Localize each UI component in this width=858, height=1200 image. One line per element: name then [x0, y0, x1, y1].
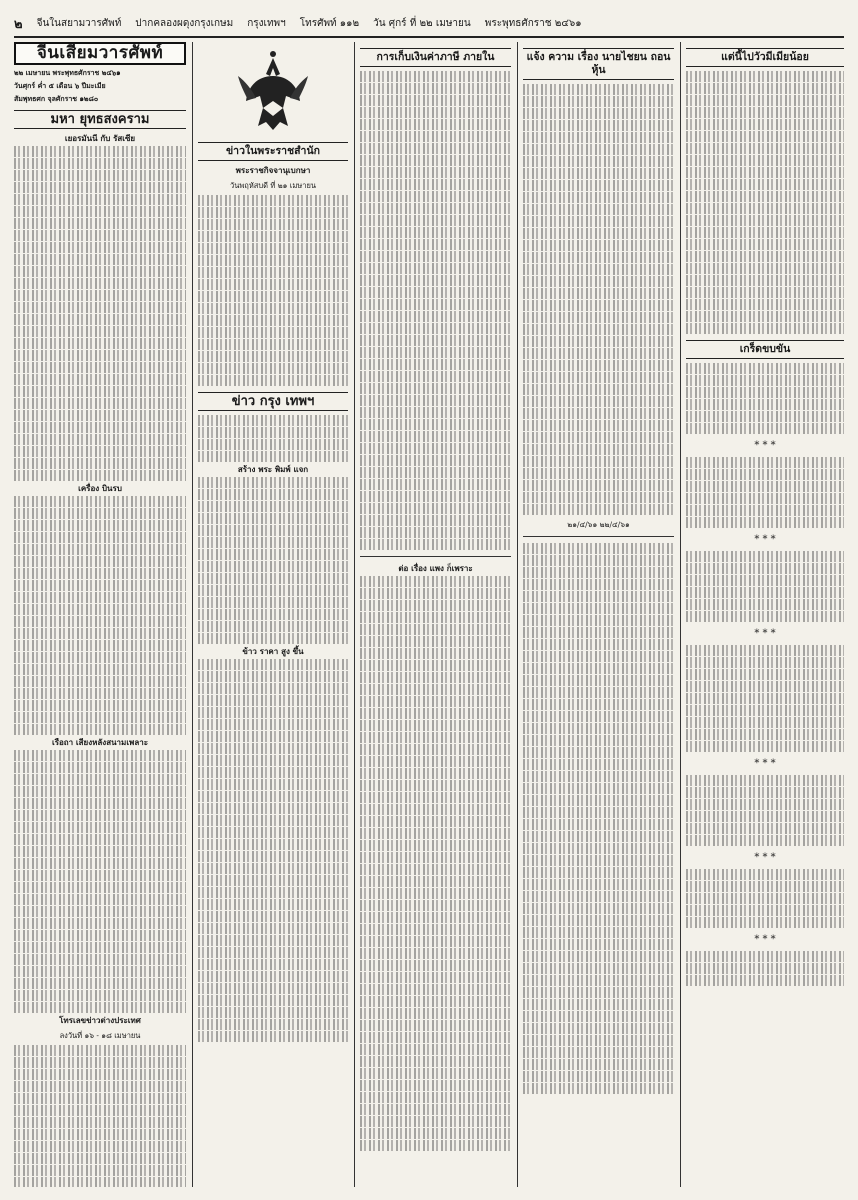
lead-subheadline: เยอรมันนี กับ รัสเซีย: [64, 133, 136, 143]
court-news-heading: ข่าวในพระราชสำนัก: [198, 142, 348, 161]
article-body: [360, 71, 511, 550]
buddhist-year: พระพุทธศักราช ๒๔๖๑: [484, 17, 582, 29]
column-rule: [517, 42, 518, 1187]
section-heading: โทรเลขข่าวต่างประเทศ: [59, 1015, 141, 1025]
city: กรุงเทพฯ: [247, 17, 286, 29]
column-rule: [680, 42, 681, 1187]
page-number: ๒: [14, 16, 23, 32]
column-rule: [354, 42, 355, 1187]
article-body: [686, 551, 844, 622]
notice-date-line: ๒๑/๔/๖๑ ๒๒/๔/๖๑: [567, 520, 630, 529]
section-divider-stars: * * *: [754, 758, 776, 769]
garuda-emblem-icon: [218, 46, 328, 136]
article-body: [198, 477, 348, 644]
news-item-heading: สร้าง พระ พิมพ์ แจก: [237, 464, 309, 474]
issue-date: วัน ศุกร์ ที่ ๒๒ เมษายน: [373, 17, 471, 29]
article-body: [14, 496, 186, 735]
court-news-date: วันพฤหัสบดี ที่ ๒๑ เมษายน: [230, 181, 316, 190]
section-divider-stars: * * *: [754, 534, 776, 545]
article-body: [198, 195, 348, 386]
article-body: [686, 951, 844, 986]
masthead: จีนเสียมวารศัพท์: [14, 42, 186, 65]
tax-article-heading: การเก็บเงินค่าภาษี ภายใน: [360, 48, 511, 67]
article-body: [686, 71, 844, 334]
article-body: [523, 84, 674, 515]
share-notice-heading: แจ้ง ความ เรื่อง นายไชยน ถอนหุ้น: [523, 48, 674, 80]
column-3: [360, 42, 511, 1187]
jokes-heading: เกร็ดขบขัน: [686, 340, 844, 359]
office-address: ปากคลองผดุงกรุงเกษม: [135, 17, 234, 29]
article-body: [360, 576, 511, 1151]
court-news-sub: พระราชกิจจานุเบกษา: [235, 165, 311, 175]
section-divider-stars: * * *: [754, 852, 776, 863]
article-body: [686, 775, 844, 846]
section-date: ลงวันที่ ๑๖ - ๑๘ เมษายน: [59, 1031, 141, 1040]
article-body: [686, 457, 844, 528]
article-body: [686, 363, 844, 434]
lead-headline: มหา ยุทธสงคราม: [14, 110, 186, 129]
news-item-heading: ข้าว ราคา สูง ขึ้น: [242, 646, 304, 656]
article-body: [14, 1045, 186, 1187]
section-divider-stars: * * *: [754, 628, 776, 639]
article-body: [686, 869, 844, 928]
article-body: [14, 750, 186, 1013]
column-5: [686, 42, 844, 1187]
article-body: [523, 543, 674, 1094]
section-heading: เครื่อง บินรบ: [78, 483, 122, 493]
masthead-dateline: ๒๒ เมษายน พระพุทธศักราช ๒๔๖๑: [14, 68, 121, 77]
column-1: [14, 42, 186, 1187]
masthead-dateline: สัมพุทธศก จุลศักราช ๑๒๘๐: [14, 94, 99, 103]
article-body: [686, 645, 844, 752]
section-heading: เรือถา เสียงหลังสนามเพลาะ: [51, 737, 149, 747]
cattle-article-heading: แต่นี้ไปวัวมีเมียน้อย: [686, 48, 844, 67]
phone: โทรศัพท์ ๑๑๒: [299, 17, 360, 29]
paper-name: จีนในสยามวารศัพท์: [36, 17, 122, 29]
masthead-dateline: วันศุกร์ ค่ำ ๕ เดือน ๖ ปีมะเมีย: [14, 81, 106, 90]
article-body: [198, 659, 348, 1042]
column-4: [523, 42, 674, 1187]
bangkok-news-heading: ข่าว กรุง เทพฯ: [198, 392, 348, 411]
column-2: [198, 42, 348, 1187]
section-divider-stars: * * *: [754, 934, 776, 945]
newspaper-page: [14, 10, 844, 1190]
article-body: [198, 415, 348, 462]
article-subheading: ต่อ เรื่อง แพง ก็เพราะ: [398, 563, 473, 573]
running-head: [14, 10, 844, 38]
section-divider-stars: * * *: [754, 440, 776, 451]
article-body: [14, 146, 186, 481]
column-rule: [192, 42, 193, 1187]
